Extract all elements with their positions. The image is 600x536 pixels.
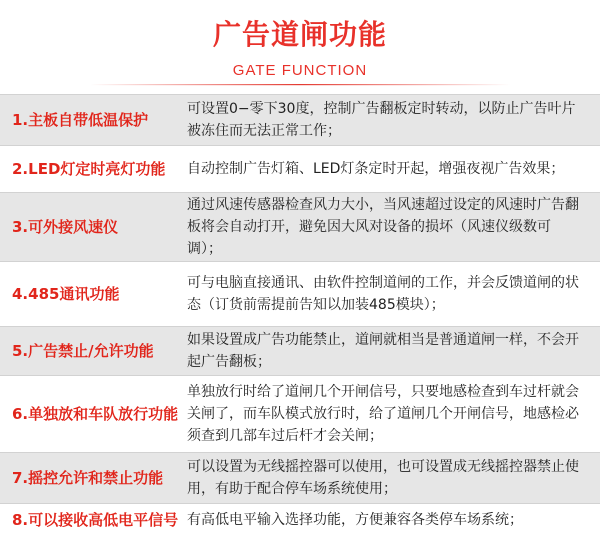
feature-row — [0, 192, 600, 262]
feature-desc: 通过风速传感器检查风力大小，当风速超过设定的风速时广告翻板将会自动打开，避免因大风对设备的损坏（风速仪级数可调）； — [187, 197, 579, 257]
feature-row — [0, 94, 600, 146]
feature-desc: 可以设置为无线摇控器可以使用，也可设置成无线摇控器禁止使用，有助于配合停车场系统使用； — [187, 459, 579, 497]
feature-row — [0, 146, 600, 192]
feature-label: 2.LED灯定时亮灯功能 — [12, 160, 166, 178]
feature-desc: 可设置0−零下30度，控制广告翻板定时转动，以防止广告叶片被冻住而无法正常工作； — [187, 101, 576, 139]
divider-line — [90, 84, 510, 86]
title-divider — [0, 84, 600, 86]
feature-label: 1.主板自带低温保护 — [12, 111, 149, 129]
feature-row — [0, 452, 600, 504]
feature-label: 8.可以接收高低电平信号 — [12, 511, 179, 529]
feature-table — [0, 94, 600, 536]
feature-row — [0, 326, 600, 376]
feature-desc: 如果设置成广告功能禁止，道闸就相当是普通道闸一样，不会开起广告翻板； — [187, 332, 579, 370]
feature-label: 6.单独放和车队放行功能 — [12, 405, 179, 423]
feature-label: 3.可外接风速仪 — [12, 218, 119, 236]
feature-label: 7.摇控允许和禁止功能 — [12, 469, 164, 487]
feature-row — [0, 504, 600, 536]
feature-row — [0, 376, 600, 452]
feature-desc: 自动控制广告灯箱、LED灯条定时开起，增强夜视广告效果； — [187, 161, 565, 177]
header — [0, 0, 600, 86]
feature-label: 4.485通讯功能 — [12, 285, 120, 303]
page-subtitle: GATE FUNCTION — [232, 62, 368, 79]
page-title: 广告道闸功能 — [212, 18, 387, 51]
feature-row — [0, 262, 600, 326]
feature-desc: 可与电脑直接通讯、由软件控制道闸的工作，并会反馈道闸的状态（订货前需提前告知以加装485模块）； — [187, 275, 579, 313]
feature-desc: 有高低电平输入选择功能，方便兼容各类停车场系统； — [187, 512, 523, 528]
feature-desc: 单独放行时给了道闸几个开闸信号，只要地感检查到车过杆就会关闸了，而车队模式放行时，给了道闸几个开闸信号，地感检必须查到几部车过后杆才会关闸； — [187, 384, 579, 444]
feature-label: 5.广告禁止/允许功能 — [12, 342, 154, 360]
